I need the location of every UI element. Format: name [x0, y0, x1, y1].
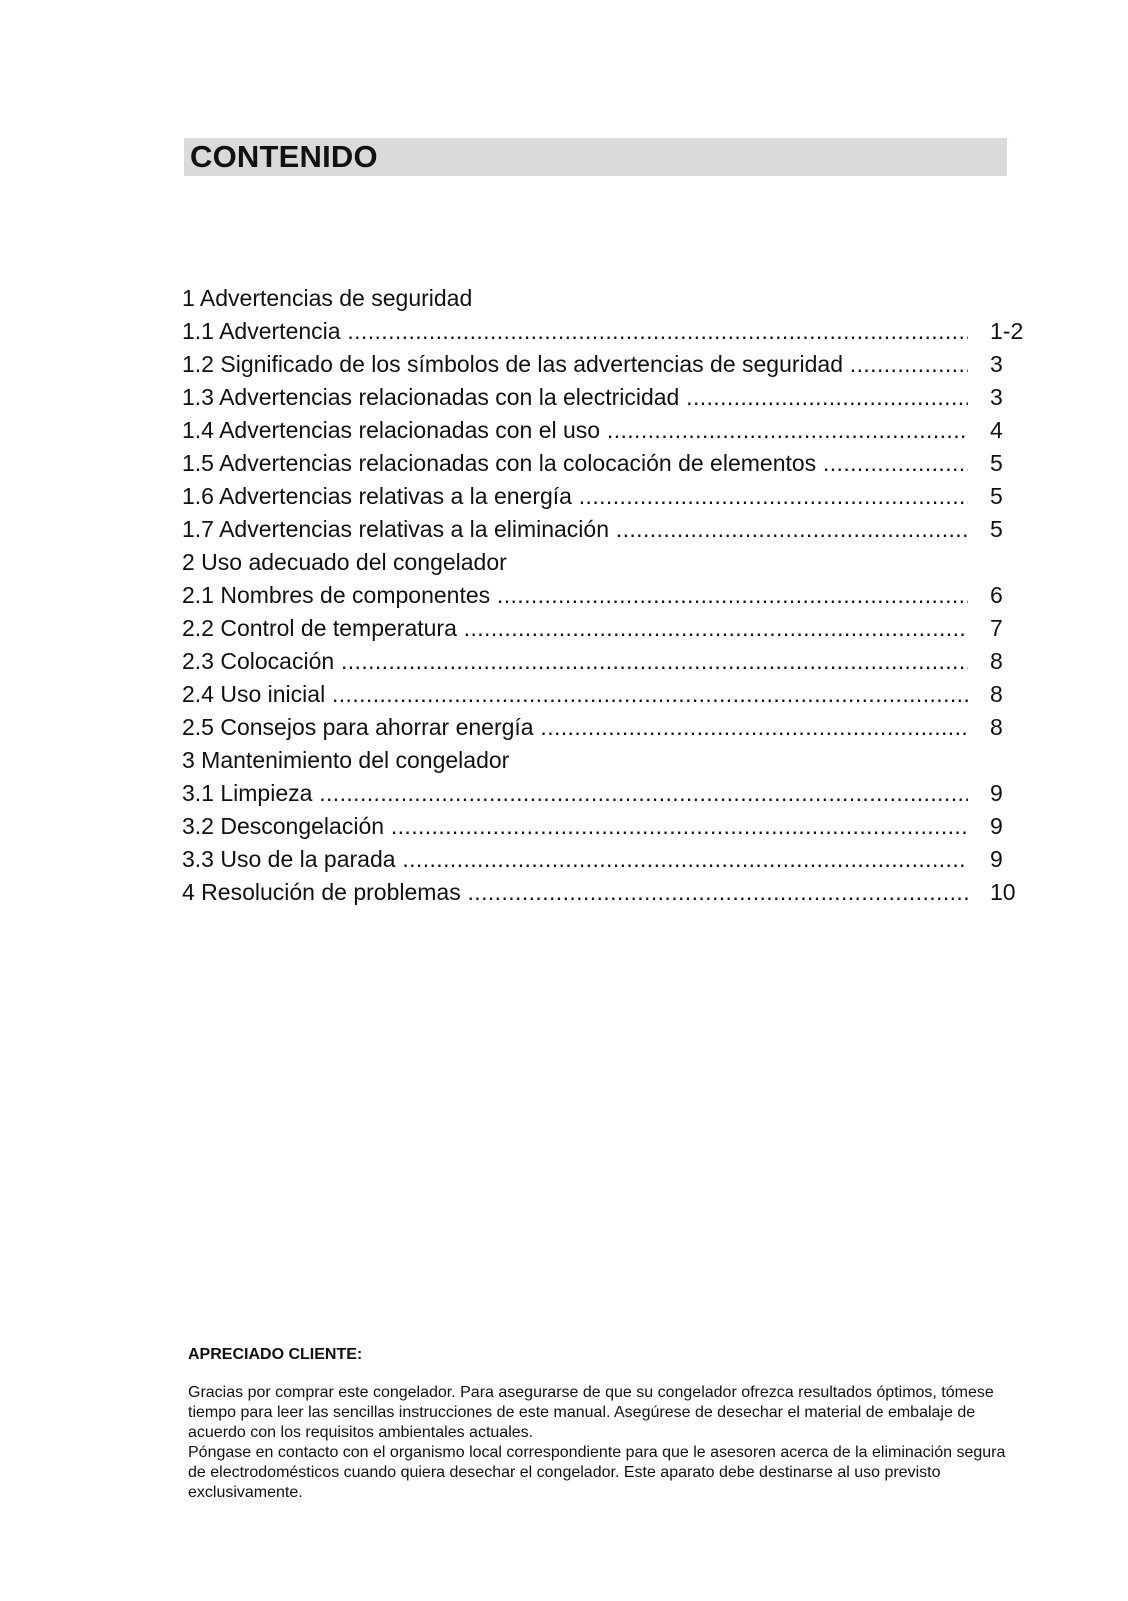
toc-entry[interactable]: [182, 876, 1032, 909]
toc-entry-label: 1.6 Advertencias relativas a la energía .....: [182, 480, 968, 513]
toc-entry-page: 9: [990, 813, 1003, 839]
toc-entry-page: 5: [990, 516, 1003, 542]
toc-entry[interactable]: [182, 414, 1032, 447]
page-title-bar: [184, 138, 1007, 176]
toc-entry-page: 8: [990, 681, 1003, 707]
toc-entry-page: 9: [990, 846, 1003, 872]
toc-entry-page: 5: [990, 450, 1003, 476]
page-title: CONTENIDO: [190, 139, 378, 174]
toc-entry-page: 3: [990, 351, 1003, 377]
toc-entry-page: 8: [990, 714, 1003, 740]
toc-entry-label: 3 Mantenimiento del congelador: [182, 747, 510, 773]
toc-entry-page: 6: [990, 582, 1003, 608]
toc-entry-page: 9: [990, 780, 1003, 806]
toc-entry[interactable]: [182, 579, 1032, 612]
toc-entry[interactable]: [182, 513, 1032, 546]
toc-entry[interactable]: [182, 744, 1032, 777]
toc-entry-label: 2 Uso adecuado del congelador: [182, 549, 507, 575]
toc-entry-label: 1.7 Advertencias relativas a la eliminación .....: [182, 513, 968, 546]
toc-entry[interactable]: [182, 645, 1032, 678]
toc-entry-label: 1.5 Advertencias relacionadas con la colocación de elementos .....: [182, 447, 968, 480]
toc-entry-page: 8: [990, 648, 1003, 674]
toc-entry[interactable]: [182, 546, 1032, 579]
toc-entry-page: 10: [990, 879, 1016, 905]
toc-entry[interactable]: [182, 678, 1032, 711]
toc-entry[interactable]: [182, 282, 1032, 315]
toc-entry-page: 4: [990, 417, 1003, 443]
toc-entry-label: 1.1 Advertencia .....: [182, 315, 968, 348]
toc-entry-page: 7: [990, 615, 1003, 641]
toc-entry-page: 1-2: [990, 318, 1024, 344]
toc-entry-label: 1.3 Advertencias relacionadas con la electricidad .....: [182, 381, 968, 414]
toc-entry[interactable]: [182, 843, 1032, 876]
toc-entry[interactable]: [182, 348, 1032, 381]
toc-entry-label: 2.5 Consejos para ahorrar energía .....: [182, 711, 968, 744]
toc-entry-label: 1.4 Advertencias relacionadas con el uso .....: [182, 414, 968, 447]
toc-entry[interactable]: [182, 810, 1032, 843]
toc-entry[interactable]: [182, 381, 1032, 414]
toc-entry[interactable]: [182, 447, 1032, 480]
toc-entry[interactable]: [182, 612, 1032, 645]
toc-entry-label: 4 Resolución de problemas .....: [182, 876, 968, 909]
toc-entry[interactable]: [182, 711, 1032, 744]
toc-entry-page: 3: [990, 384, 1003, 410]
customer-note-heading: APRECIADO CLIENTE:: [188, 1346, 363, 1363]
toc-entry-label: 2.4 Uso inicial .....: [182, 678, 968, 711]
customer-note: [188, 1345, 1008, 1503]
toc-entry-label: 1 Advertencias de seguridad: [182, 285, 473, 311]
table-of-contents: [182, 282, 1032, 909]
customer-note-paragraph: Póngase en contacto con el organismo local correspondiente para que le asesoren acerca de la eliminación segura de electrodomésticos cuando quiera desechar el congelador. Este aparato debe destinarse al uso previsto exclusivamente.: [188, 1444, 1006, 1501]
toc-entry-label: 2.3 Colocación .....: [182, 645, 968, 678]
toc-entry-page: 5: [990, 483, 1003, 509]
toc-entry-label: 3.3 Uso de la parada .....: [182, 843, 968, 876]
toc-entry[interactable]: [182, 480, 1032, 513]
customer-note-paragraph: Gracias por comprar este congelador. Para asegurarse de que su congelador ofrezca resultados óptimos, tómese tiempo para leer las sencillas instrucciones de este manual. Asegúrese de desechar el material de embalaje de acuerdo con los requisitos ambientales actuales.: [188, 1384, 994, 1441]
toc-entry-label: 1.2 Significado de los símbolos de las advertencias de seguridad .....: [182, 348, 968, 381]
toc-entry-label: 2.2 Control de temperatura .....: [182, 612, 968, 645]
toc-entry[interactable]: [182, 777, 1032, 810]
toc-entry-label: 2.1 Nombres de componentes .....: [182, 579, 968, 612]
toc-entry[interactable]: [182, 315, 1032, 348]
toc-entry-label: 3.2 Descongelación .....: [182, 810, 968, 843]
toc-entry-label: 3.1 Limpieza .....: [182, 777, 968, 810]
